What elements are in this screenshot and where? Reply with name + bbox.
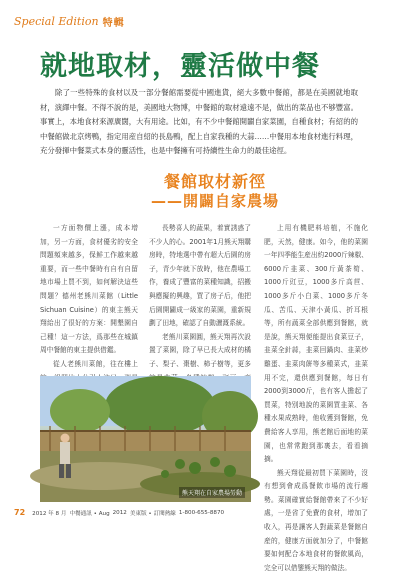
phone-number: 1-800-655-8870	[178, 509, 225, 516]
body-column-3	[264, 222, 368, 572]
section-header	[14, 13, 125, 29]
paragraph: 熊天翔從最初買下菜園時，沒有想到會成爲餐飲市場的流行趨勢。菜園確實給餐館帶來了不少好處，一是省了免費的食材，增加了收入，再是讓客人對蔬菜是餐館自産的，健康方面就加分了，中餐館要如何配合本地食材的餐飲風尚，完全可以借鑒熊天翔的做法。	[264, 468, 368, 572]
paragraph: 長勢喜人的蔬果，着實誘惑了不少人的心。2001年1月熊天翔購房時，特地選中帶有超大后園的房子，青少年就下放時，他在農場工作，養成了豐富的菜種知識，招搬與應擬的興趣，買了房子后，他把后園開闢成一級家的菜園，重新規劃了田地，確認了自動灑溉系統。	[149, 224, 251, 328]
photo-caption: 熊天翔在自家農場勞動	[179, 487, 245, 498]
section-label-en: Special Edition	[14, 14, 99, 28]
body-column-1	[40, 222, 138, 370]
paragraph: 老熊川菜園圓，熊天翔再次設置了菜園，除了早已長大成材的橘子、梨子、棗樹、柿子樹等，更多	[149, 332, 251, 368]
page-footer	[14, 508, 224, 517]
paragraph: 一方面物價上漲，成本增加，另一方面，食材優劣的安全問題頻來越多，保鮮工作越來越重要，而一些中餐時有自有自留地市場上買不到，如何解決這些問題？德州老熊川菜館（Little Sichuan Cuisine）的東主熊天翔給出了很好的方案：開墾園自己種！這一方法，爲那些在城鎮周中餐館的東主提供借鑑。	[40, 224, 138, 355]
section-label-zh: 特輯	[102, 17, 125, 29]
publisher-info: 美東版 • 訂閱熱線	[129, 510, 176, 517]
paragraph: 從人老熊川菜館，往在樓上	[53, 359, 138, 368]
magazine-name: 中餐通訊 • Aug	[69, 510, 110, 517]
garden-photo	[40, 376, 251, 502]
paragraph: 上用有機肥料培植，不施化肥，天然，健康。如今，他的菜園一年四季能生産出約2000斤辣椒、6000斤韭菜、300斤黃茶筍、1000斤豇豆，1000多斤高苣、1000多斤小白菜、1000多斤冬瓜、苦瓜、天津小黃瓜、折耳根等，所有蔬菜全部供應到餐館，就是說，熊天翔便能提出食菜豆子，韭菜全針蒜，韭菜回鍋肉、韭菜炒雞蛋、韭菜肉餅等多種菜式，韭菜用不完，還供應到餐館，每日有2000到3000斤，也有客人擔起了買菜，特別地說的菜園買韭菜、各種水果成熟時，他收獲到餐館，免費給客人享用，熊老館后面地的菜園，也常常跑到那裏去，看看摘摘。	[264, 224, 368, 464]
article-title: 就地取材，靈活做中餐	[40, 51, 320, 82]
issue-year: 2012	[112, 509, 127, 516]
garden-scene-image	[40, 376, 251, 502]
body-column-2	[149, 222, 251, 371]
section-subtitle: 餐館取材新徑	[163, 172, 266, 191]
page-number: 72	[14, 508, 26, 517]
section-subtitle-secondary: ——開闢自家農場	[150, 192, 279, 210]
article-intro: 除了一些特殊的食材以及一部分餐館需要從中國進貨，絕大多數中餐館，都是在美國就地取材，演繹中餐。不得不說的是，美國地大物博，中餐館的取材遠遠不是，做出的菜品也不够豐富。事實上，本地食材來源廣闊，大有用途。比如，有不少中餐館開闢自家菜園，自種食材；有紹的的中餐館做北京烤鴨，指定用産自紹的長島鴨，配上自家我種的大蒜……中餐用本地食材進行料理，充分發揮中餐菜式本身的靈活性，也是中餐擁有可持續性生命力的最佳途徑。	[40, 88, 358, 156]
issue-date: 2012 年 8 月	[32, 510, 67, 517]
